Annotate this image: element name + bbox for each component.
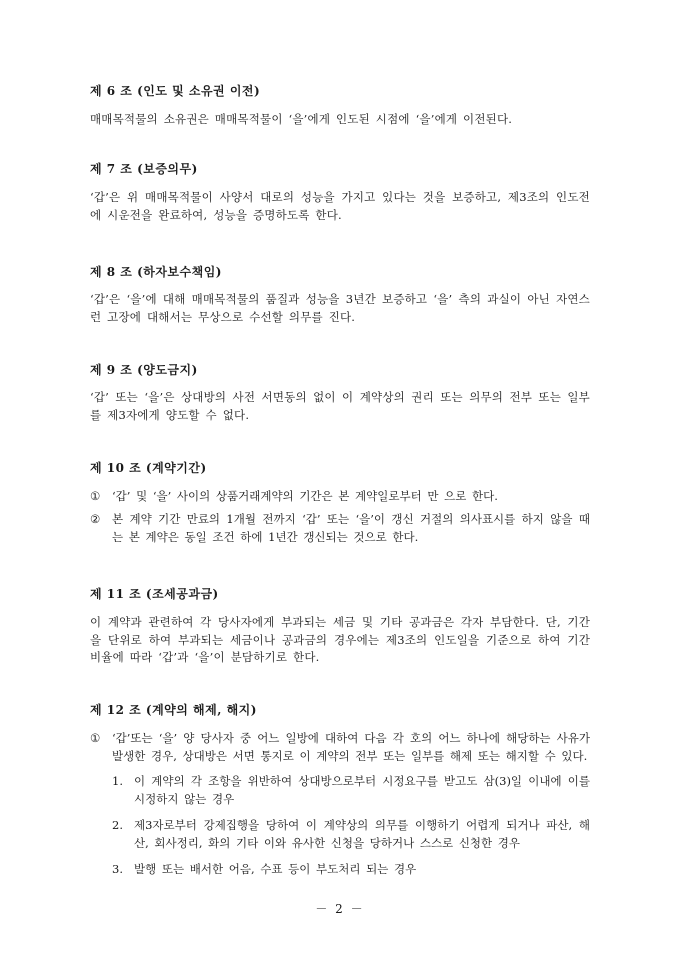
list-item [90,730,590,766]
article-title: 제 11 조 (조세공과금) [90,587,219,602]
article-title: 제 6 조 (인도 및 소유권 이전) [90,84,261,98]
article-6 [90,82,590,128]
sub-item-text: 이 계약의 각 조항을 위반하여 상대방으로부터 시정요구를 받고도 삼(3)일 이내에 이를 시정하지 않는 경우 [134,774,590,807]
sub-item [112,817,590,853]
sub-item-marker: 2. [112,817,123,832]
article-10 [90,459,590,547]
article-body: 이 계약과 관련하여 각 당사자에게 부과되는 세금 및 기타 공과금은 각자 부담한다. 단, 기간을 단위로 하여 부과되는 세금이나 공과금의 경우에는 제3조의 인도일을 기준으로 하여 기간 비율에 따라 ‘갑’과 ‘을’이 분담하기로 한다. [90,614,590,665]
article-title: 제 8 조 (하자보수책임) [90,264,222,279]
sub-item-text: 발행 또는 배서한 어음, 수표 등이 부도처리 되는 경우 [134,861,417,876]
sub-item [112,773,590,809]
page-number: － 2 － [315,902,365,916]
article-title: 제 7 조 (보증의무) [90,162,198,177]
item-text: ‘갑’ 및 ‘을’ 사이의 상품거래계약의 기간은 본 계약일로부터 만 으로 한다. [112,488,498,503]
sub-item-marker: 1. [112,774,123,789]
list-item [90,488,590,506]
document-page [90,82,590,878]
item-text: 본 계약 기간 만료의 1개월 전까지 ‘갑’ 또는 ‘을’이 갱신 거절의 의사표시를 하지 않을 때는 본 계약은 동일 조건 하에 1년간 갱신되는 것으로 한다. [112,512,590,545]
item-text: ‘갑’또는 ‘을’ 양 당사자 중 어느 일방에 대하여 다음 각 호의 어느 하나에 해당하는 사유가 발생한 경우, 상대방은 서면 통지로 이 계약의 전부 또는 일부를 해제 또는 해지할 수 있다. [112,730,590,763]
article-title: 제 12 조 (계약의 해제, 해지) [90,703,257,718]
article-11 [90,585,590,667]
article-8 [90,263,590,327]
sub-item [112,861,590,879]
article-body: ‘갑’은 위 매매목적물이 사양서 대로의 성능을 가지고 있다는 것을 보증하고, 제3조의 인도전에 시운전을 완료하여, 성능을 증명하도록 한다. [90,190,590,222]
sub-item-marker: 3. [112,861,123,876]
sub-item-text: 제3자로부터 강제집행을 당하여 이 계약상의 의무를 이행하기 어렵게 되거나 파산, 해산, 회사정리, 화의 기타 이와 유사한 신청을 당하거나 스스로 신청한 경우 [134,817,590,850]
article-title: 제 9 조 (양도금지) [90,362,198,377]
article-9 [90,361,590,425]
item-marker: ② [90,512,101,527]
list-item [90,511,590,547]
item-marker: ① [90,488,101,503]
article-body: 매매목적물의 소유권은 매매목적물이 ‘을’에게 인도된 시점에 ‘을’에게 이전된다. [90,111,513,126]
article-7 [90,160,590,224]
article-body: ‘갑’은 ‘을’에 대해 매매목적물의 품질과 성능을 3년간 보증하고 ‘을’ 측의 과실이 아닌 자연스런 고장에 대해서는 무상으로 수선할 의무를 진다. [90,292,590,325]
item-marker: ① [90,730,101,745]
article-body: ‘갑’ 또는 ‘을’은 상대방의 사전 서면동의 없이 이 계약상의 권리 또는 의무의 전부 또는 일부를 제3자에게 양도할 수 없다. [90,390,590,423]
article-12 [90,701,590,878]
article-title: 제 10 조 (계약기간) [90,461,207,476]
